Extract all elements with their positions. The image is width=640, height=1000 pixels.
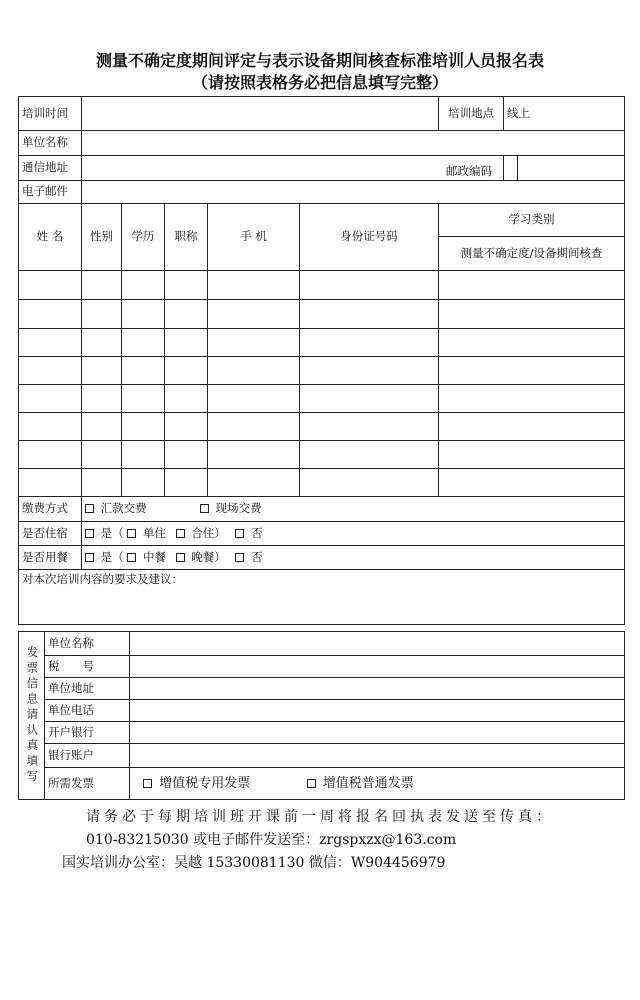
col-header-id-number: 身份证号码 [300,204,439,271]
participant-row [19,385,625,413]
participant-row [19,329,625,357]
invoice-type-normal: 增值税普通发票 [322,775,414,791]
invoice-unit-name-field[interactable] [130,632,625,656]
invoice-table [18,631,625,800]
col-header-education: 学历 [122,204,165,271]
checkbox-lodging-yes[interactable] [85,529,94,538]
footer-contact: 国实培训办公室：吴越 15330081130 微信：W904456979 [62,855,446,871]
registration-table [18,96,625,625]
invoice-bank-field[interactable] [130,722,625,744]
cell[interactable] [439,329,625,357]
invoice-address-label: 单位地址 [45,678,130,700]
cell[interactable] [439,441,625,469]
cell[interactable] [165,357,208,385]
invoice-account-field[interactable] [130,744,625,768]
lodging-shared-label: 合住） [191,525,226,540]
cell[interactable] [19,441,82,469]
invoice-tax-no-field[interactable] [130,656,625,678]
cell[interactable] [165,413,208,441]
suggestions-label: 对本次培训内容的要求及建议： [22,572,183,586]
cell[interactable] [439,300,625,329]
lodging-label: 是否住宿 [19,522,82,546]
cell[interactable] [439,385,625,413]
cell[interactable] [300,413,439,441]
email-field[interactable] [82,181,625,204]
participant-row [19,357,625,385]
meals-dinner-label: 晚餐） [191,549,226,564]
invoice-tax-no-label: 税 号 [45,656,130,678]
cell[interactable] [82,413,122,441]
cell[interactable] [208,300,300,329]
invoice-type-special: 增值税专用发票 [159,775,251,791]
checkbox-remittance[interactable] [85,504,94,513]
cell[interactable] [122,271,165,300]
suggestions-field[interactable] [19,570,625,625]
payment-option-remittance: 汇款交费 [100,501,147,516]
cell[interactable] [19,271,82,300]
participant-row [19,271,625,300]
cell[interactable] [82,300,122,329]
payment-option-onsite: 现场交费 [215,501,262,516]
training-place-value[interactable]: 线上 [504,97,625,131]
cell[interactable] [208,329,300,357]
meals-no-label: 否 [251,549,263,564]
checkbox-onsite[interactable] [200,504,209,513]
cell[interactable] [300,300,439,329]
participant-row [19,300,625,329]
email-label: 电子邮件 [19,181,82,204]
invoice-address-field[interactable] [130,678,625,700]
checkbox-meals-no[interactable] [235,553,244,562]
cell[interactable] [300,441,439,469]
cell[interactable] [122,385,165,413]
cell[interactable] [439,469,625,497]
cell[interactable] [165,329,208,357]
cell[interactable] [122,469,165,497]
cell[interactable] [208,357,300,385]
cell[interactable] [82,329,122,357]
lodging-no-label: 否 [251,525,263,540]
cell[interactable] [82,385,122,413]
cell[interactable] [19,300,82,329]
meals-yes-label: 是（ [100,549,124,564]
invoice-side-label: 发票信息请认真填写 [19,632,45,800]
invoice-phone-label: 单位电话 [45,700,130,722]
training-time-label: 培训时间 [19,97,82,131]
cell[interactable] [82,441,122,469]
checkbox-lodging-shared[interactable] [176,529,185,538]
cell[interactable] [122,441,165,469]
training-time-field[interactable] [82,97,439,131]
col-header-study-type: 学习类别 [439,204,625,237]
invoice-bank-label: 开户银行 [45,722,130,744]
footer-instruction: 请务必于每期培训班开课前一周将报名回执表发送至传真： [86,809,554,825]
address-field[interactable] [82,156,504,181]
postcode-label [504,156,518,181]
footer-fax-email: 010-83215030 或电子邮件发送至：zrgspxzx@163.com [86,832,457,848]
meals-label: 是否用餐 [19,546,82,570]
invoice-type-label: 所需发票 [45,768,130,800]
unit-name-field[interactable] [82,131,625,156]
cell[interactable] [439,413,625,441]
cell[interactable] [300,271,439,300]
cell[interactable] [300,385,439,413]
checkbox-lodging-single[interactable] [127,529,136,538]
training-place-label: 培训地点 [439,97,504,131]
payment-label: 缴费方式 [19,497,82,522]
participant-row [19,469,625,497]
cell[interactable] [19,329,82,357]
cell[interactable] [82,357,122,385]
cell[interactable] [208,271,300,300]
cell[interactable] [122,300,165,329]
unit-name-label: 单位名称 [19,131,82,156]
col-header-name: 姓 名 [19,204,82,271]
cell[interactable] [439,271,625,300]
cell[interactable] [208,441,300,469]
lodging-yes-label: 是（ [100,525,124,540]
cell[interactable] [19,413,82,441]
cell[interactable] [208,469,300,497]
col-header-gender: 性别 [82,204,122,271]
cell[interactable] [122,413,165,441]
checkbox-meals-yes[interactable] [85,553,94,562]
cell[interactable] [82,469,122,497]
cell[interactable] [165,469,208,497]
form-subtitle: （请按照表格务必把信息填写完整） [191,73,448,92]
study-type-option: 测量不确定度/设备期间核查 [439,237,625,271]
form-title: 测量不确定度期间评定与表示设备期间核查标准培训人员报名表 [95,51,544,70]
cell[interactable] [300,469,439,497]
cell[interactable] [300,329,439,357]
cell[interactable] [165,385,208,413]
cell[interactable] [208,385,300,413]
postcode-label-text: 邮政编码 [446,164,492,178]
postcode-field[interactable] [518,156,625,181]
cell[interactable] [19,357,82,385]
col-header-title: 职称 [165,204,208,271]
meals-lunch-label: 中餐 [142,549,166,564]
checkbox-meals-dinner[interactable] [176,553,185,562]
cell[interactable] [439,357,625,385]
cell[interactable] [165,441,208,469]
invoice-unit-name-label: 单位名称 [45,632,130,656]
checkbox-meals-lunch[interactable] [127,553,136,562]
invoice-phone-field[interactable] [130,700,625,722]
lodging-single-label: 单住 [142,525,166,540]
cell[interactable] [19,469,82,497]
col-header-phone: 手 机 [208,204,300,271]
cell[interactable] [122,357,165,385]
cell[interactable] [165,300,208,329]
checkbox-invoice-special[interactable] [143,779,152,788]
checkbox-invoice-normal[interactable] [307,779,316,788]
cell[interactable] [82,271,122,300]
address-label: 通信地址 [19,156,82,181]
participant-row [19,413,625,441]
invoice-account-label: 银行账户 [45,744,130,768]
cell[interactable] [300,357,439,385]
cell[interactable] [165,271,208,300]
participant-row [19,441,625,469]
checkbox-lodging-no[interactable] [235,529,244,538]
cell[interactable] [208,413,300,441]
cell[interactable] [19,385,82,413]
cell[interactable] [122,329,165,357]
